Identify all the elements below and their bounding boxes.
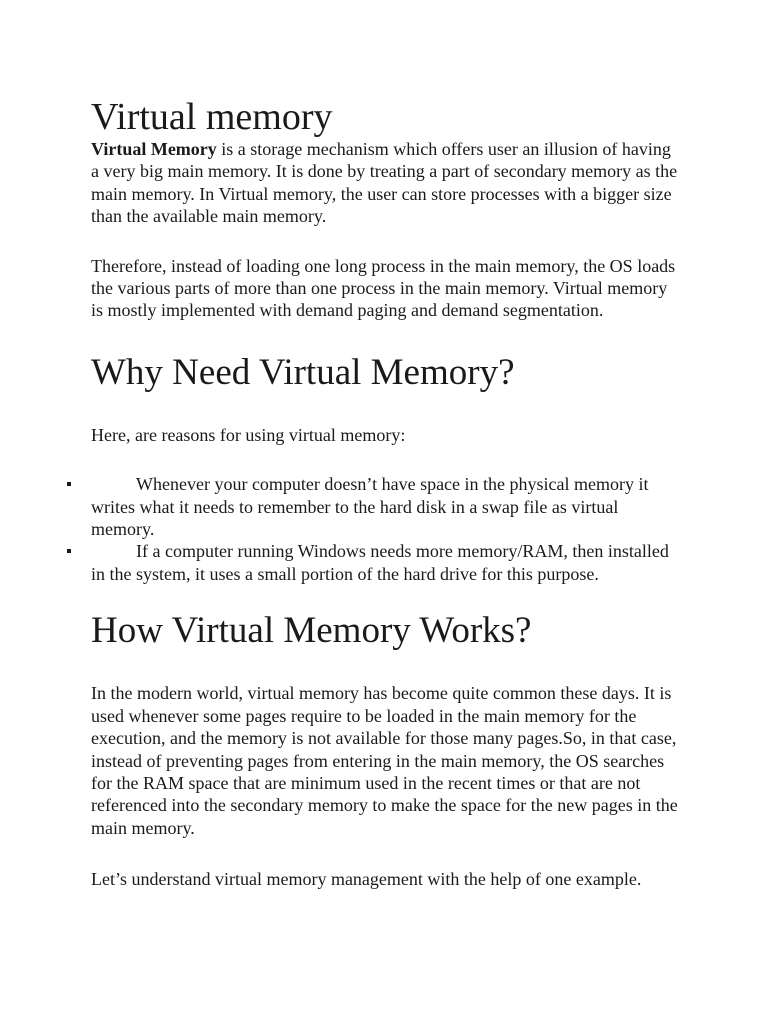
os-paragraph: Therefore, instead of loading one long process in the main memory, the OS loads the various parts of more than one process in the main memory. Virtual memory is mostly implemented with demand paging and demand segmentation.	[91, 255, 676, 321]
bullet-icon	[67, 482, 71, 486]
reasons-lead: Here, are reasons for using virtual memory:	[91, 424, 406, 445]
page-title: Virtual memory	[91, 96, 333, 138]
list-item-text: If a computer running Windows needs more memory/RAM, then installed in the system, it uses a small portion of the hard drive for this purpose.	[91, 541, 669, 584]
closing-paragraph: Let’s understand virtual memory management with the help of one example.	[91, 869, 642, 890]
how-paragraph: In the modern world, virtual memory has become quite common these days. It is used whenever some pages require to be loaded in the main memory for the execution, and the memory is not available for those many pages.So, in that case, instead of preventing pages from entering in the main memory, the OS searches for the RAM space that are minimum used in the recent times or that are not referenced into the secondary memory to make the space for the new pages in the main memory.	[91, 683, 678, 838]
list-item-text: Whenever your computer doesn’t have space in the physical memory it writes what it needs to remember to the hard disk in a swap file as virtual memory.	[91, 474, 649, 540]
why-heading: Why Need Virtual Memory?	[91, 351, 515, 393]
list-item	[91, 473, 683, 540]
intro-text: is a storage mechanism which offers user an illusion of having a very big main memory. It is done by treating a part of secondary memory as the main memory. In Virtual memory, the user can store processes with a bigger size than the available main memory.	[91, 139, 678, 227]
list-item	[91, 540, 683, 585]
document-page	[91, 96, 683, 891]
intro-paragraph	[91, 138, 683, 228]
bullet-icon	[67, 549, 71, 553]
intro-term: Virtual Memory	[91, 139, 217, 159]
how-heading: How Virtual Memory Works?	[91, 610, 532, 652]
reasons-list	[91, 473, 683, 585]
